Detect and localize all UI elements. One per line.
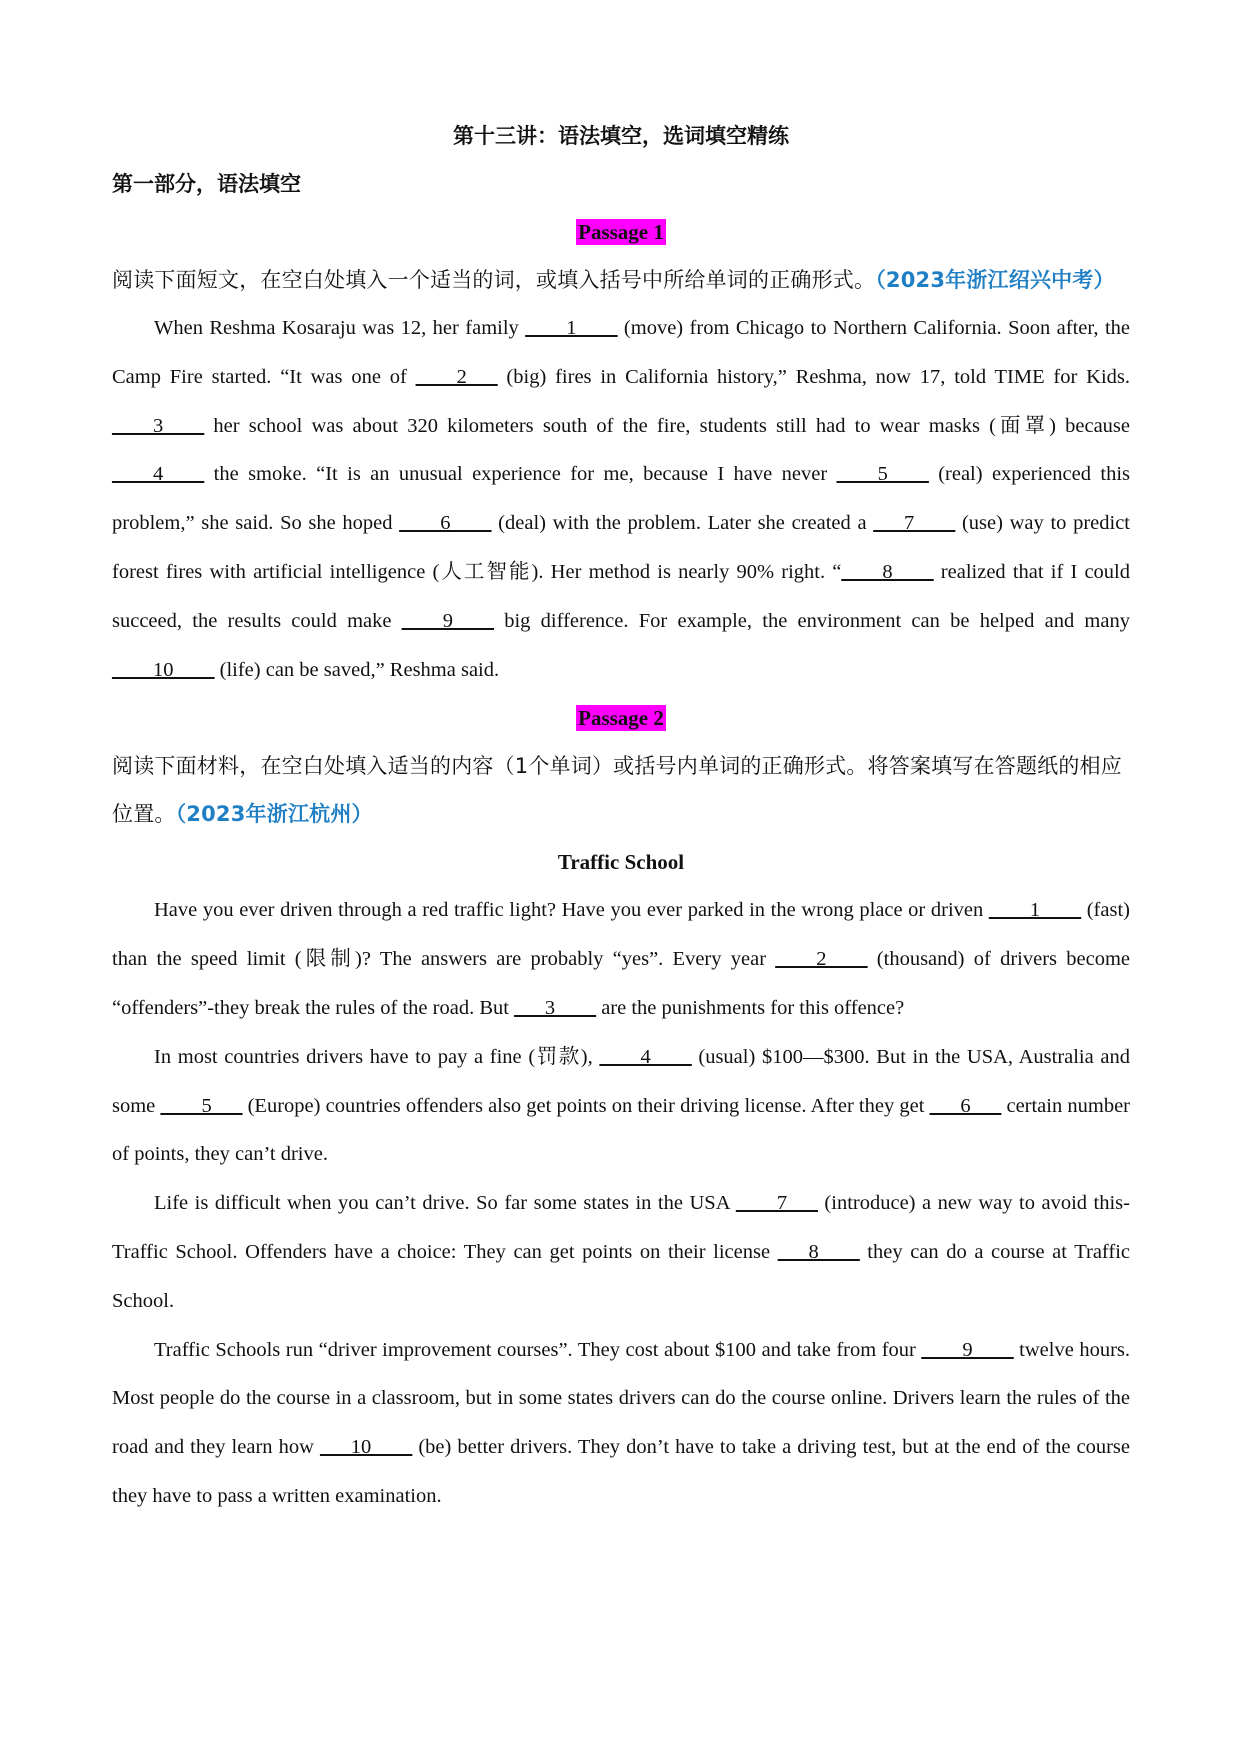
document-title: 第十三讲：语法填空，选词填空精练	[453, 124, 789, 148]
document-page	[112, 112, 1130, 1521]
answer-blank[interactable]: ___7____	[873, 512, 956, 535]
passage-text: twelve hours. Most people do the course in a classroom, but in some states drivers can do the course online. Drivers learn the rules of the road and they learn how	[112, 1338, 1130, 1459]
passage-text: (move) from Chicago to Northern California. Soon after, the Camp Fire started. “It was one of	[112, 317, 1130, 388]
passage-text: certain number of points, they can’t drive.	[112, 1094, 1131, 1166]
passage-text: they can do a course at Traffic School.	[112, 1240, 1131, 1312]
passage-1-instruction	[112, 256, 1130, 304]
passage-text: Traffic Schools run “driver improvement courses”. They cost about $100 and take from four	[154, 1338, 922, 1361]
passage-text: In most countries drivers have to pay a fine (罚款),	[154, 1045, 600, 1068]
answer-blank[interactable]: ____7___	[735, 1192, 818, 1215]
paragraph	[112, 304, 1130, 694]
passage-text: are the punishments for this offence?	[596, 996, 905, 1019]
passage-1-label: Passage 1	[578, 220, 664, 244]
answer-blank[interactable]: ____10____	[112, 658, 215, 681]
part-one-title: 第一部分，语法填空	[112, 172, 301, 196]
passage-1-source: （2023年浙江绍兴中考）	[875, 268, 1115, 292]
passage-text: (thousand) of drivers become “offenders”-they break the rules of the road. But	[112, 948, 1130, 1019]
passage-text: (deal) with the problem. Later she created a	[491, 512, 874, 535]
answer-blank[interactable]: ____2___	[415, 365, 498, 388]
answer-blank[interactable]: ____1____	[988, 899, 1082, 922]
answer-blank[interactable]: ____9____	[401, 609, 494, 632]
answer-blank[interactable]: ____5____	[836, 463, 929, 486]
passage-text: (Europe) countries offenders also get points on their driving license. After they get	[242, 1094, 930, 1117]
answer-blank[interactable]: ___6___	[929, 1094, 1002, 1117]
passage-text: (life) can be saved,” Reshma said.	[214, 658, 500, 681]
answer-blank[interactable]: ____5___	[160, 1094, 243, 1117]
answer-blank[interactable]: ____4____	[112, 463, 205, 486]
answer-blank[interactable]: ____8____	[841, 560, 934, 583]
answer-blank[interactable]: ____4____	[599, 1045, 692, 1068]
answer-blank[interactable]: ___3____	[514, 996, 597, 1019]
paragraph	[112, 1179, 1130, 1325]
passage-2-body	[112, 886, 1130, 1520]
passage-text: (real) experienced this problem,” she said. So she hoped	[112, 463, 1130, 535]
passage-text: her school was about 320 kilometers south of the fire, students still had to wear masks (面罩) because	[204, 414, 1130, 437]
passage-text: (introduce) a new way to avoid this-Traffic School. Offenders have a choice: They can get points on their license	[112, 1192, 1130, 1263]
passage-text: Have you ever driven through a red traffic light? Have you ever parked in the wrong place or driven	[154, 899, 989, 922]
passage-text: realized that if I could succeed, the results could make	[112, 560, 1130, 632]
passage-2-instruction	[112, 742, 1130, 838]
answer-blank[interactable]: ___10____	[320, 1436, 413, 1459]
paragraph	[112, 1033, 1130, 1179]
answer-blank[interactable]: ____9____	[921, 1338, 1014, 1361]
passage-1-label-row	[112, 208, 1130, 256]
passage-text: big difference. For example, the environment can be helped and many	[493, 609, 1130, 632]
answer-blank[interactable]: ____2____	[775, 948, 868, 971]
passage-text: (usual) $100—$300. But in the USA, Australia and some	[112, 1045, 1131, 1117]
answer-blank[interactable]: ____3____	[112, 414, 205, 437]
paragraph	[112, 886, 1130, 1032]
answer-blank[interactable]: ____1____	[525, 317, 618, 339]
passage-text: (be) better drivers. They don’t have to take a driving test, but at the end of the course they have to pass a written examination.	[112, 1436, 1131, 1507]
passage-1-body	[112, 304, 1130, 694]
passage-text: When Reshma Kosaraju was 12, her family	[154, 317, 526, 339]
answer-blank[interactable]: ____6____	[399, 512, 492, 535]
passage-2-source: （2023年浙江杭州）	[175, 802, 373, 827]
passage-text: the smoke. “It is an unusual experience for me, because I have never	[204, 463, 837, 486]
passage-2-label: Passage 2	[578, 706, 664, 731]
paragraph	[112, 1326, 1130, 1521]
passage-text: Life is difficult when you can’t drive. So far some states in the USA	[154, 1192, 736, 1215]
passage-2-label-row	[112, 694, 1130, 742]
passage-text: (fast) than the speed limit (限制)? The answers are probably “yes”. Every year	[112, 899, 1130, 971]
passage-2-instruction-text: 阅读下面材料，在空白处填入适当的内容（1个单词）或括号内单词的正确形式。将答案填写在答题纸的相应位置。	[112, 754, 1122, 827]
answer-blank[interactable]: ___8____	[777, 1240, 860, 1263]
passage-text: (use) way to predict forest fires with artificial intelligence (人工智能). Her method is nearly 90% right. “	[112, 512, 1130, 583]
passage-1-instruction-text: 阅读下面短文，在空白处填入一个适当的词，或填入括号中所给单词的正确形式。	[112, 268, 876, 292]
article-title: Traffic School	[557, 850, 685, 875]
passage-text: (big) fires in California history,” Reshma, now 17, told TIME for Kids.	[497, 365, 1130, 388]
